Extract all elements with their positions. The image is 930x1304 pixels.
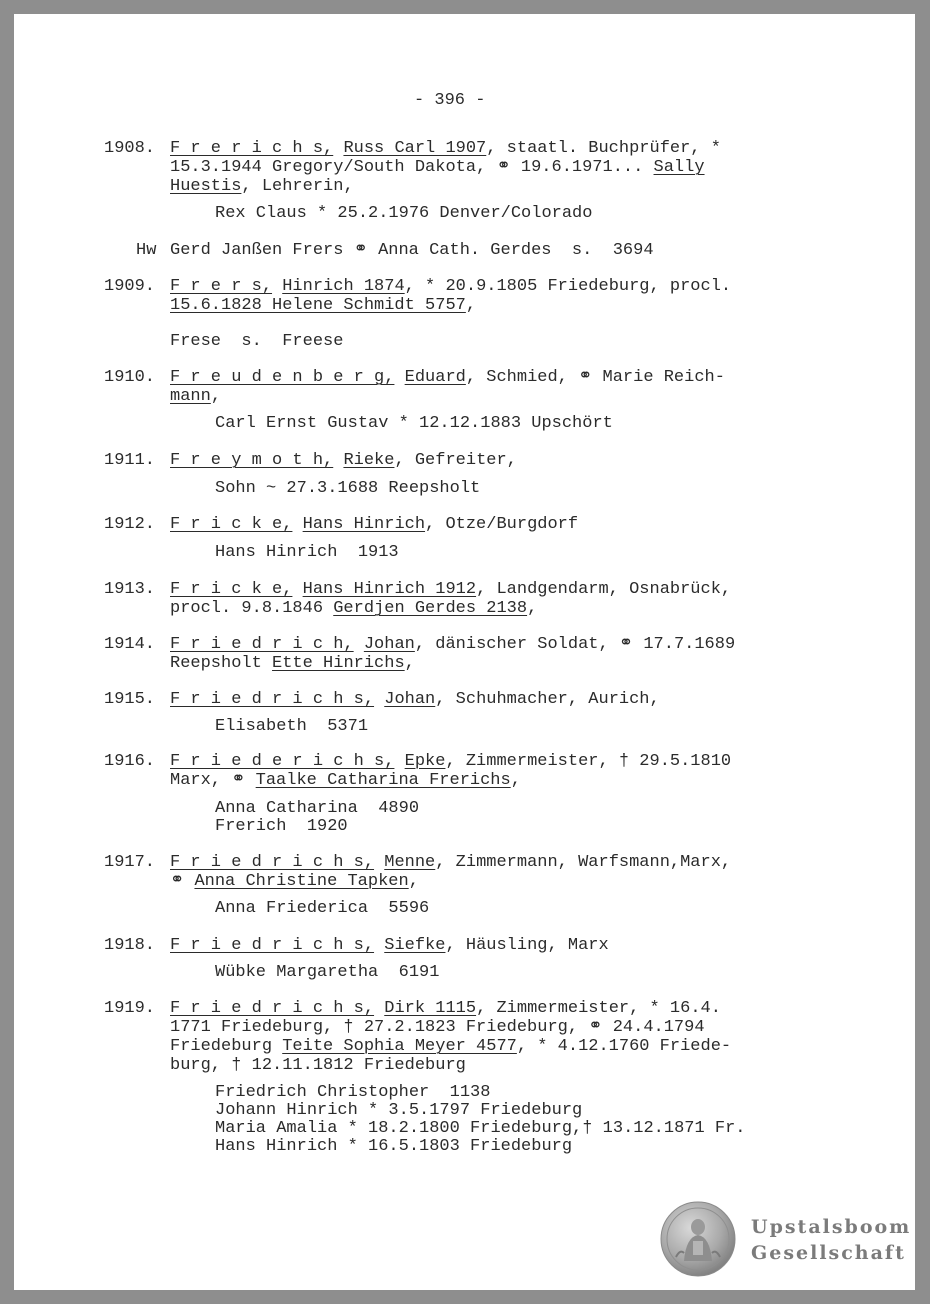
entry-1910-number: 1910. <box>104 368 156 387</box>
entry-1919-spouse: Teite Sophia Meyer 4577 <box>282 1037 517 1056</box>
entry-1914-detail: , dänischer Soldat, ⚭ 17.7.1689 <box>414 635 736 654</box>
entry-1909-text: , <box>465 296 477 315</box>
entry-1912-given: Hans Hinrich <box>302 515 426 534</box>
entry-1908-surname: F r e r i c h s, <box>170 139 334 158</box>
entry-1915-number: 1915. <box>104 690 156 709</box>
entry-1912-number: 1912. <box>104 515 156 534</box>
seal-logo-icon <box>660 1201 736 1277</box>
entry-1910-surname: F r e u d e n b e r g, <box>170 368 395 387</box>
entry-1917-line-2 <box>170 873 419 891</box>
entry-1919-child-2: Johann Hinrich * 3.5.1797 Friedeburg <box>215 1101 583 1120</box>
entry-1909-spouse: 15.6.1828 Helene Schmidt 5757 <box>170 296 466 315</box>
entry-1911-child: Sohn ~ 27.3.1688 Reepsholt <box>215 479 481 498</box>
entry-1917-spouse: Anna Christine Tapken <box>194 872 409 891</box>
entry-1915-detail: , Schuhmacher, Aurich, <box>435 690 660 709</box>
entry-1916-text: Marx, ⚭ <box>170 771 256 790</box>
entry-1918-line-1 <box>170 937 609 955</box>
entry-1915-surname: F r i e d r i c h s, <box>170 690 375 709</box>
entry-1908-number: 1908. <box>104 139 156 158</box>
entry-1910-child: Carl Ernst Gustav * 12.12.1883 Upschört <box>215 414 613 433</box>
entry-1913-number: 1913. <box>104 580 156 599</box>
entry-1916-number: 1916. <box>104 752 156 771</box>
entry-1908-given: Russ Carl 1907 <box>343 139 487 158</box>
entry-1916-child-1: Anna Catharina 4890 <box>215 799 420 818</box>
entry-1908-spouse: Sally <box>653 158 705 177</box>
entry-1911-given: Rieke <box>343 451 395 470</box>
entry-1917-number: 1917. <box>104 853 156 872</box>
entry-1912-surname: F r i c k e, <box>170 515 293 534</box>
entry-1912-child: Hans Hinrich 1913 <box>215 543 399 562</box>
entry-1915-given: Johan <box>384 690 436 709</box>
entry-1918-child: Wübke Margaretha 6191 <box>215 963 440 982</box>
entry-1910-line-1 <box>170 369 725 387</box>
entry-1919-surname: F r i e d r i c h s, <box>170 999 375 1018</box>
entry-1919-line-4: burg, † 12.11.1812 Friedeburg <box>170 1056 466 1075</box>
entry-1914-text: Reepsholt <box>170 654 273 673</box>
entry-1912-detail: , Otze/Burgdorf <box>425 515 579 534</box>
entry-1911-line-1 <box>170 452 517 470</box>
entry-1918-number: 1918. <box>104 936 156 955</box>
entry-1917-child: Anna Friederica 5596 <box>215 899 430 918</box>
entry-1919-line-1 <box>170 1000 721 1018</box>
entry-1919-text: Friedeburg <box>170 1037 283 1056</box>
entry-1913-line-2 <box>170 600 537 618</box>
entry-1908-child: Rex Claus * 25.2.1976 Denver/Colorado <box>215 204 593 223</box>
entry-1916-child-2: Frerich 1920 <box>215 817 348 836</box>
reference-frese: Frese s. Freese <box>170 332 344 351</box>
entry-1913-line-1 <box>170 581 731 599</box>
entry-1919-detail: , Zimmermeister, * 16.4. <box>476 999 721 1018</box>
entry-1916-given: Epke <box>404 752 446 771</box>
entry-1910-detail: , Schmied, ⚭ Marie Reich- <box>465 368 725 387</box>
entry-1909-number: 1909. <box>104 277 156 296</box>
entry-1918-given: Siefke <box>384 936 446 955</box>
entry-1917-after: , <box>408 872 419 891</box>
entry-1914-after: , <box>404 654 415 673</box>
entry-1908-spouse-surname: Huestis <box>170 177 242 196</box>
entry-1914-given: Johan <box>363 635 415 654</box>
entry-1909-given: Hinrich 1874 <box>282 277 405 296</box>
entry-1911-detail: , Gefreiter, <box>394 451 517 470</box>
entry-1919-child-1: Friedrich Christopher 1138 <box>215 1083 491 1102</box>
entry-1917-text: ⚭ <box>170 872 195 891</box>
entry-1916-detail: , Zimmermeister, † 29.5.1810 <box>445 752 732 771</box>
page-number: - 396 - <box>414 91 486 110</box>
entry-1919-line-3 <box>170 1038 731 1056</box>
entry-1916-line-1 <box>170 753 731 771</box>
entry-1914-number: 1914. <box>104 635 156 654</box>
entry-1919-given: Dirk 1115 <box>384 999 477 1018</box>
entry-1915-line-1 <box>170 691 660 709</box>
entry-1909-surname: F r e r s, <box>170 277 273 296</box>
entry-1917-given: Menne <box>384 853 436 872</box>
entry-1914-spouse: Ette Hinrichs <box>272 654 405 673</box>
entry-1910-text: , <box>210 387 222 406</box>
entry-1919-number: 1919. <box>104 999 156 1018</box>
entry-1919-line-2: 1771 Friedeburg, † 27.2.1823 Friedeburg, ⚭ 24.4.1794 <box>170 1018 705 1037</box>
entry-1913-surname: F r i c k e, <box>170 580 293 599</box>
entry-1913-after: , <box>527 599 538 618</box>
entry-1908-detail: , staatl. Buchprüfer, * <box>486 139 721 158</box>
entry-1913-spouse: Gerdjen Gerdes 2138 <box>333 599 528 618</box>
entry-1912-line-1 <box>170 516 578 534</box>
entry-1916-line-2 <box>170 772 521 790</box>
entry-1910-line-2 <box>170 388 221 406</box>
hw-text: Gerd Janßen Frers ⚭ Anna Cath. Gerdes s. 3694 <box>170 241 654 260</box>
entry-1908-text: 15.3.1944 Gregory/South Dakota, ⚭ 19.6.1971... <box>170 158 654 177</box>
entry-1911-number: 1911. <box>104 451 156 470</box>
entry-1914-surname: F r i e d r i c h, <box>170 635 354 654</box>
entry-1910-given: Eduard <box>404 368 466 387</box>
entry-1909-detail: , * 20.9.1805 Friedeburg, procl. <box>404 277 732 296</box>
entry-1913-text: procl. 9.8.1846 <box>170 599 334 618</box>
entry-1908-line-3 <box>170 178 354 196</box>
logo-text-line-1: Upstalsboom <box>751 1216 912 1238</box>
entry-1916-after: , <box>510 771 521 790</box>
entry-1913-detail: , Landgendarm, Osnabrück, <box>476 580 732 599</box>
entry-1919-after: , * 4.12.1760 Friede- <box>516 1037 732 1056</box>
document-page <box>14 14 915 1290</box>
entry-1909-line-2 <box>170 297 476 315</box>
entry-1908-text-3: , Lehrerin, <box>241 177 354 196</box>
entry-1916-spouse: Taalke Catharina Frerichs <box>255 771 511 790</box>
entry-1914-line-2 <box>170 655 415 673</box>
entry-1914-line-1 <box>170 636 735 654</box>
entry-1915-child: Elisabeth 5371 <box>215 717 369 736</box>
entry-1917-surname: F r i e d r i c h s, <box>170 853 375 872</box>
entry-1918-detail: , Häusling, Marx <box>445 936 609 955</box>
hw-label: Hw <box>136 241 157 260</box>
logo-text-line-2: Gesellschaft <box>751 1242 906 1264</box>
entry-1911-surname: F r e y m o t h, <box>170 451 334 470</box>
entry-1919-child-4: Hans Hinrich * 16.5.1803 Friedeburg <box>215 1137 573 1156</box>
entry-1918-surname: F r i e d r i c h s, <box>170 936 375 955</box>
entry-1916-surname: F r i e d e r i c h s, <box>170 752 395 771</box>
entry-1908-line-1 <box>170 140 721 158</box>
entry-1908-line-2 <box>170 159 705 177</box>
entry-1919-child-3: Maria Amalia * 18.2.1800 Friedeburg,† 13.12.1871 Fr. <box>215 1119 746 1138</box>
entry-1917-line-1 <box>170 854 731 872</box>
entry-1909-line-1 <box>170 278 731 296</box>
entry-1917-detail: , Zimmermann, Warfsmann,Marx, <box>435 853 732 872</box>
entry-1910-spouse: mann <box>170 387 211 406</box>
entry-1913-given: Hans Hinrich 1912 <box>302 580 477 599</box>
